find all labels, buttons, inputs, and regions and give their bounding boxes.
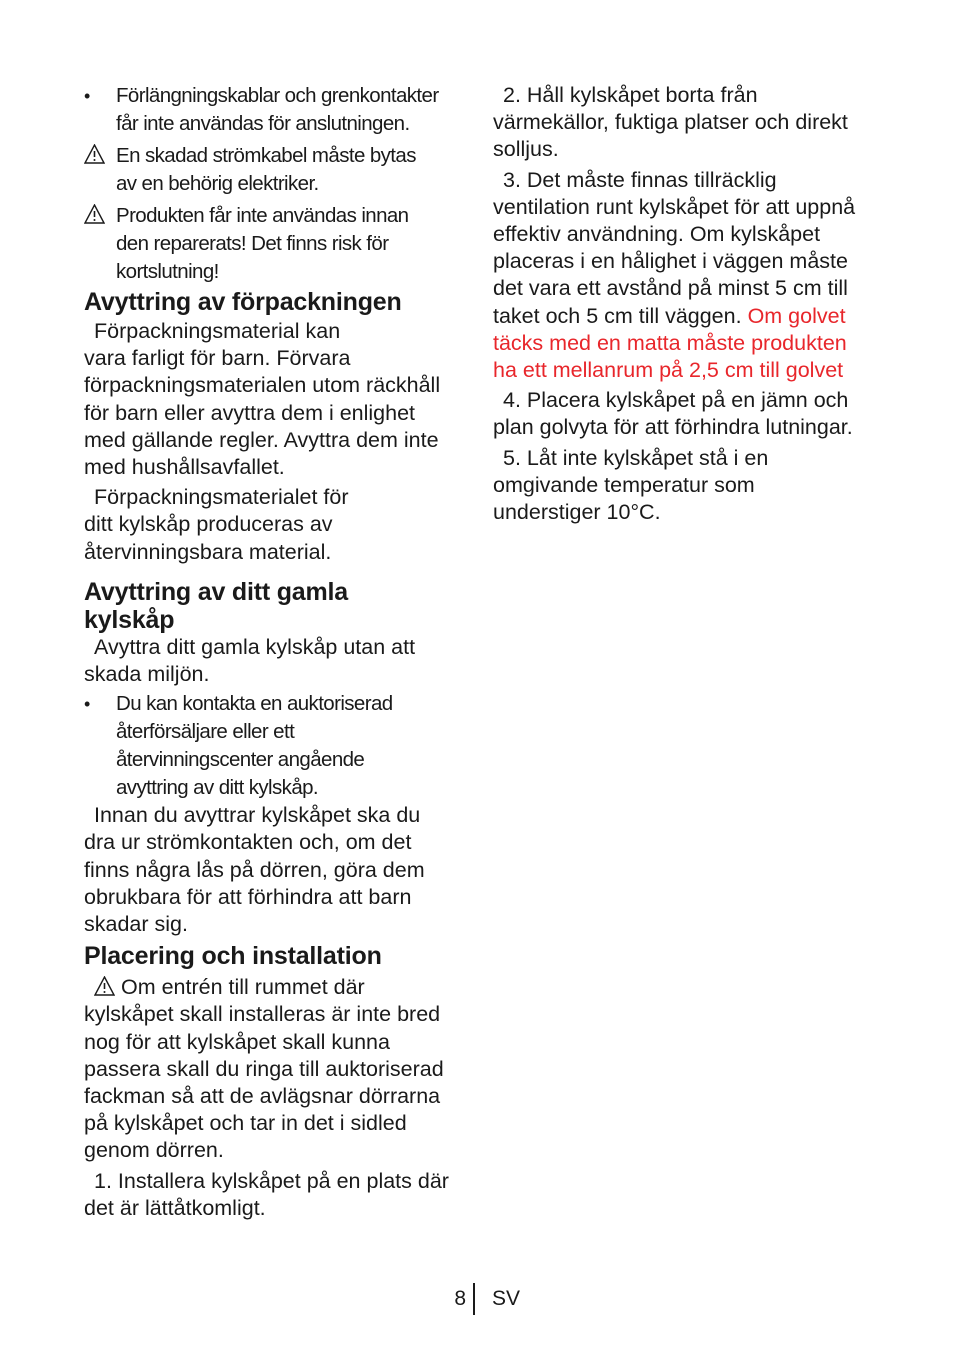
warning-line: av en behörig elektriker. <box>116 172 319 195</box>
paragraph-line: Innan du avyttrar kylskåpet ska du <box>94 803 421 828</box>
numbered-item-5 <box>493 445 873 527</box>
numbered-item-2 <box>493 82 873 164</box>
warning-item <box>84 142 474 198</box>
paragraph-line: obrukbara för att förhindra att barn <box>84 884 412 909</box>
bullet-dot-icon: • <box>84 694 90 715</box>
paragraph-line: passera skall du ringa till auktoriserad <box>84 1056 444 1081</box>
paragraph-line: finns några lås på dörren, göra dem <box>84 857 425 882</box>
paragraph-line: för barn eller avyttra dem i enlighet <box>84 400 416 425</box>
warning-line: kortslutning! <box>116 260 219 283</box>
paragraph-line: effektiv användning. Om kylskåpet <box>493 222 821 247</box>
heading-line: kylskåp <box>84 605 175 634</box>
warning-triangle-icon <box>84 202 112 230</box>
heading-line: Avyttring av ditt gamla <box>84 577 348 606</box>
section-heading-old-fridge <box>84 578 474 634</box>
section-heading-placement: Placering och installation <box>84 942 382 971</box>
paragraph-line: 1. Installera kylskåpet på en plats där <box>94 1168 449 1193</box>
page-footer <box>0 1283 954 1317</box>
paragraph-line: fackman så att de avlägsnar dörrarna <box>84 1084 441 1109</box>
paragraph-line: solljus. <box>493 137 559 162</box>
bullet-item <box>84 690 474 802</box>
paragraph-line: genom dörren. <box>84 1138 224 1163</box>
paragraph <box>84 1168 474 1222</box>
bullet-line: får inte användas för anslutningen. <box>116 112 410 135</box>
paragraph-line: plan golvyta för att förhindra lutningar. <box>493 415 853 440</box>
paragraph-line: nog för att kylskåpet skall kunna <box>84 1029 390 1054</box>
paragraph-line: 4. Placera kylskåpet på en jämn och <box>503 388 849 413</box>
paragraph-line <box>493 303 873 330</box>
right-column <box>493 82 873 529</box>
paragraph-line: omgivande temperatur som <box>493 472 755 497</box>
warning-triangle-icon <box>94 975 115 999</box>
numbered-item-3 <box>493 167 873 385</box>
bullet-line: återvinningscenter angående <box>116 748 365 772</box>
paragraph-line: kylskåpet skall installeras är inte bred <box>84 1002 441 1027</box>
bullet-dot-icon: • <box>84 86 90 106</box>
left-column <box>84 82 474 1222</box>
section-heading-packaging: Avyttring av förpackningen <box>84 288 402 316</box>
bullet-line: Du kan kontakta en auktoriserad <box>116 692 393 716</box>
highlight-text: Om golvet <box>747 303 846 328</box>
paragraph-line: med hushållsavfallet. <box>84 455 285 480</box>
paragraph <box>84 634 474 688</box>
warning-line: den reparerats! Det finns risk för <box>116 232 389 255</box>
paragraph-line: förpackningsmaterialen utom räckhåll <box>84 373 441 398</box>
paragraph-line: 5. Låt inte kylskåpet stå i en <box>503 445 769 470</box>
paragraph-line: det vara ett avstånd på minst 5 cm till <box>493 276 848 301</box>
paragraph-line: ventilation runt kylskåpet för att uppnå <box>493 194 856 219</box>
paragraph-line: dra ur strömkontakten och, om det <box>84 830 412 855</box>
paragraph-line: 3. Det måste finnas tillräcklig <box>503 167 777 192</box>
paragraph-text: taket och 5 cm till väggen. <box>493 303 742 328</box>
paragraph-line: skada miljön. <box>84 662 210 687</box>
bullet-line: Förlängningskablar och grenkontakter <box>116 84 439 107</box>
highlight-line: täcks med en matta måste produkten <box>493 330 847 355</box>
warning-item <box>84 202 474 286</box>
paragraph-line: det är lättåtkomligt. <box>84 1195 266 1220</box>
paragraph-line: med gällande regler. Avyttra dem inte <box>84 427 439 452</box>
paragraph-line: placeras i en hålighet i väggen måste <box>493 249 848 274</box>
paragraph-line: ditt kylskåp produceras av <box>84 512 333 537</box>
paragraph-text: Om entrén till rummet där <box>120 975 365 1000</box>
paragraph-line: skadar sig. <box>84 912 188 937</box>
paragraph-line <box>84 974 474 1001</box>
paragraph-line: Förpackningsmaterial kan <box>94 319 341 343</box>
paragraph <box>84 802 474 938</box>
paragraph-line: Förpackningsmaterialet för <box>94 485 349 510</box>
warning-line: Produkten får inte användas innan <box>116 204 409 227</box>
paragraph <box>84 974 474 1164</box>
paragraph-line: Avyttra ditt gamla kylskåp utan att <box>94 634 416 659</box>
paragraph-line: vara farligt för barn. Förvara <box>84 346 351 371</box>
paragraph-line: på kylskåpet och tar in det i sidled <box>84 1111 407 1136</box>
page-number: 8 <box>454 1287 466 1310</box>
footer-divider <box>473 1283 475 1315</box>
highlight-line: ha ett mellanrum på 2,5 cm till golvet <box>493 358 844 383</box>
paragraph-line: 2. Håll kylskåpet borta från <box>503 83 758 107</box>
warning-line: En skadad strömkabel måste bytas <box>116 144 416 167</box>
paragraph-line: värmekällor, fuktiga platser och direkt <box>493 110 848 135</box>
bullet-line: avyttring av ditt kylskåp. <box>116 776 319 800</box>
paragraph-line: återvinningsbara material. <box>84 539 332 564</box>
paragraph <box>84 318 474 481</box>
paragraph-line: understiger 10°C. <box>493 500 661 525</box>
numbered-item-4 <box>493 387 873 441</box>
language-code: SV <box>492 1287 521 1310</box>
bullet-line: återförsäljare eller ett <box>116 720 295 744</box>
warning-triangle-icon <box>84 142 112 170</box>
bullet-item <box>84 82 474 138</box>
paragraph <box>84 484 474 566</box>
